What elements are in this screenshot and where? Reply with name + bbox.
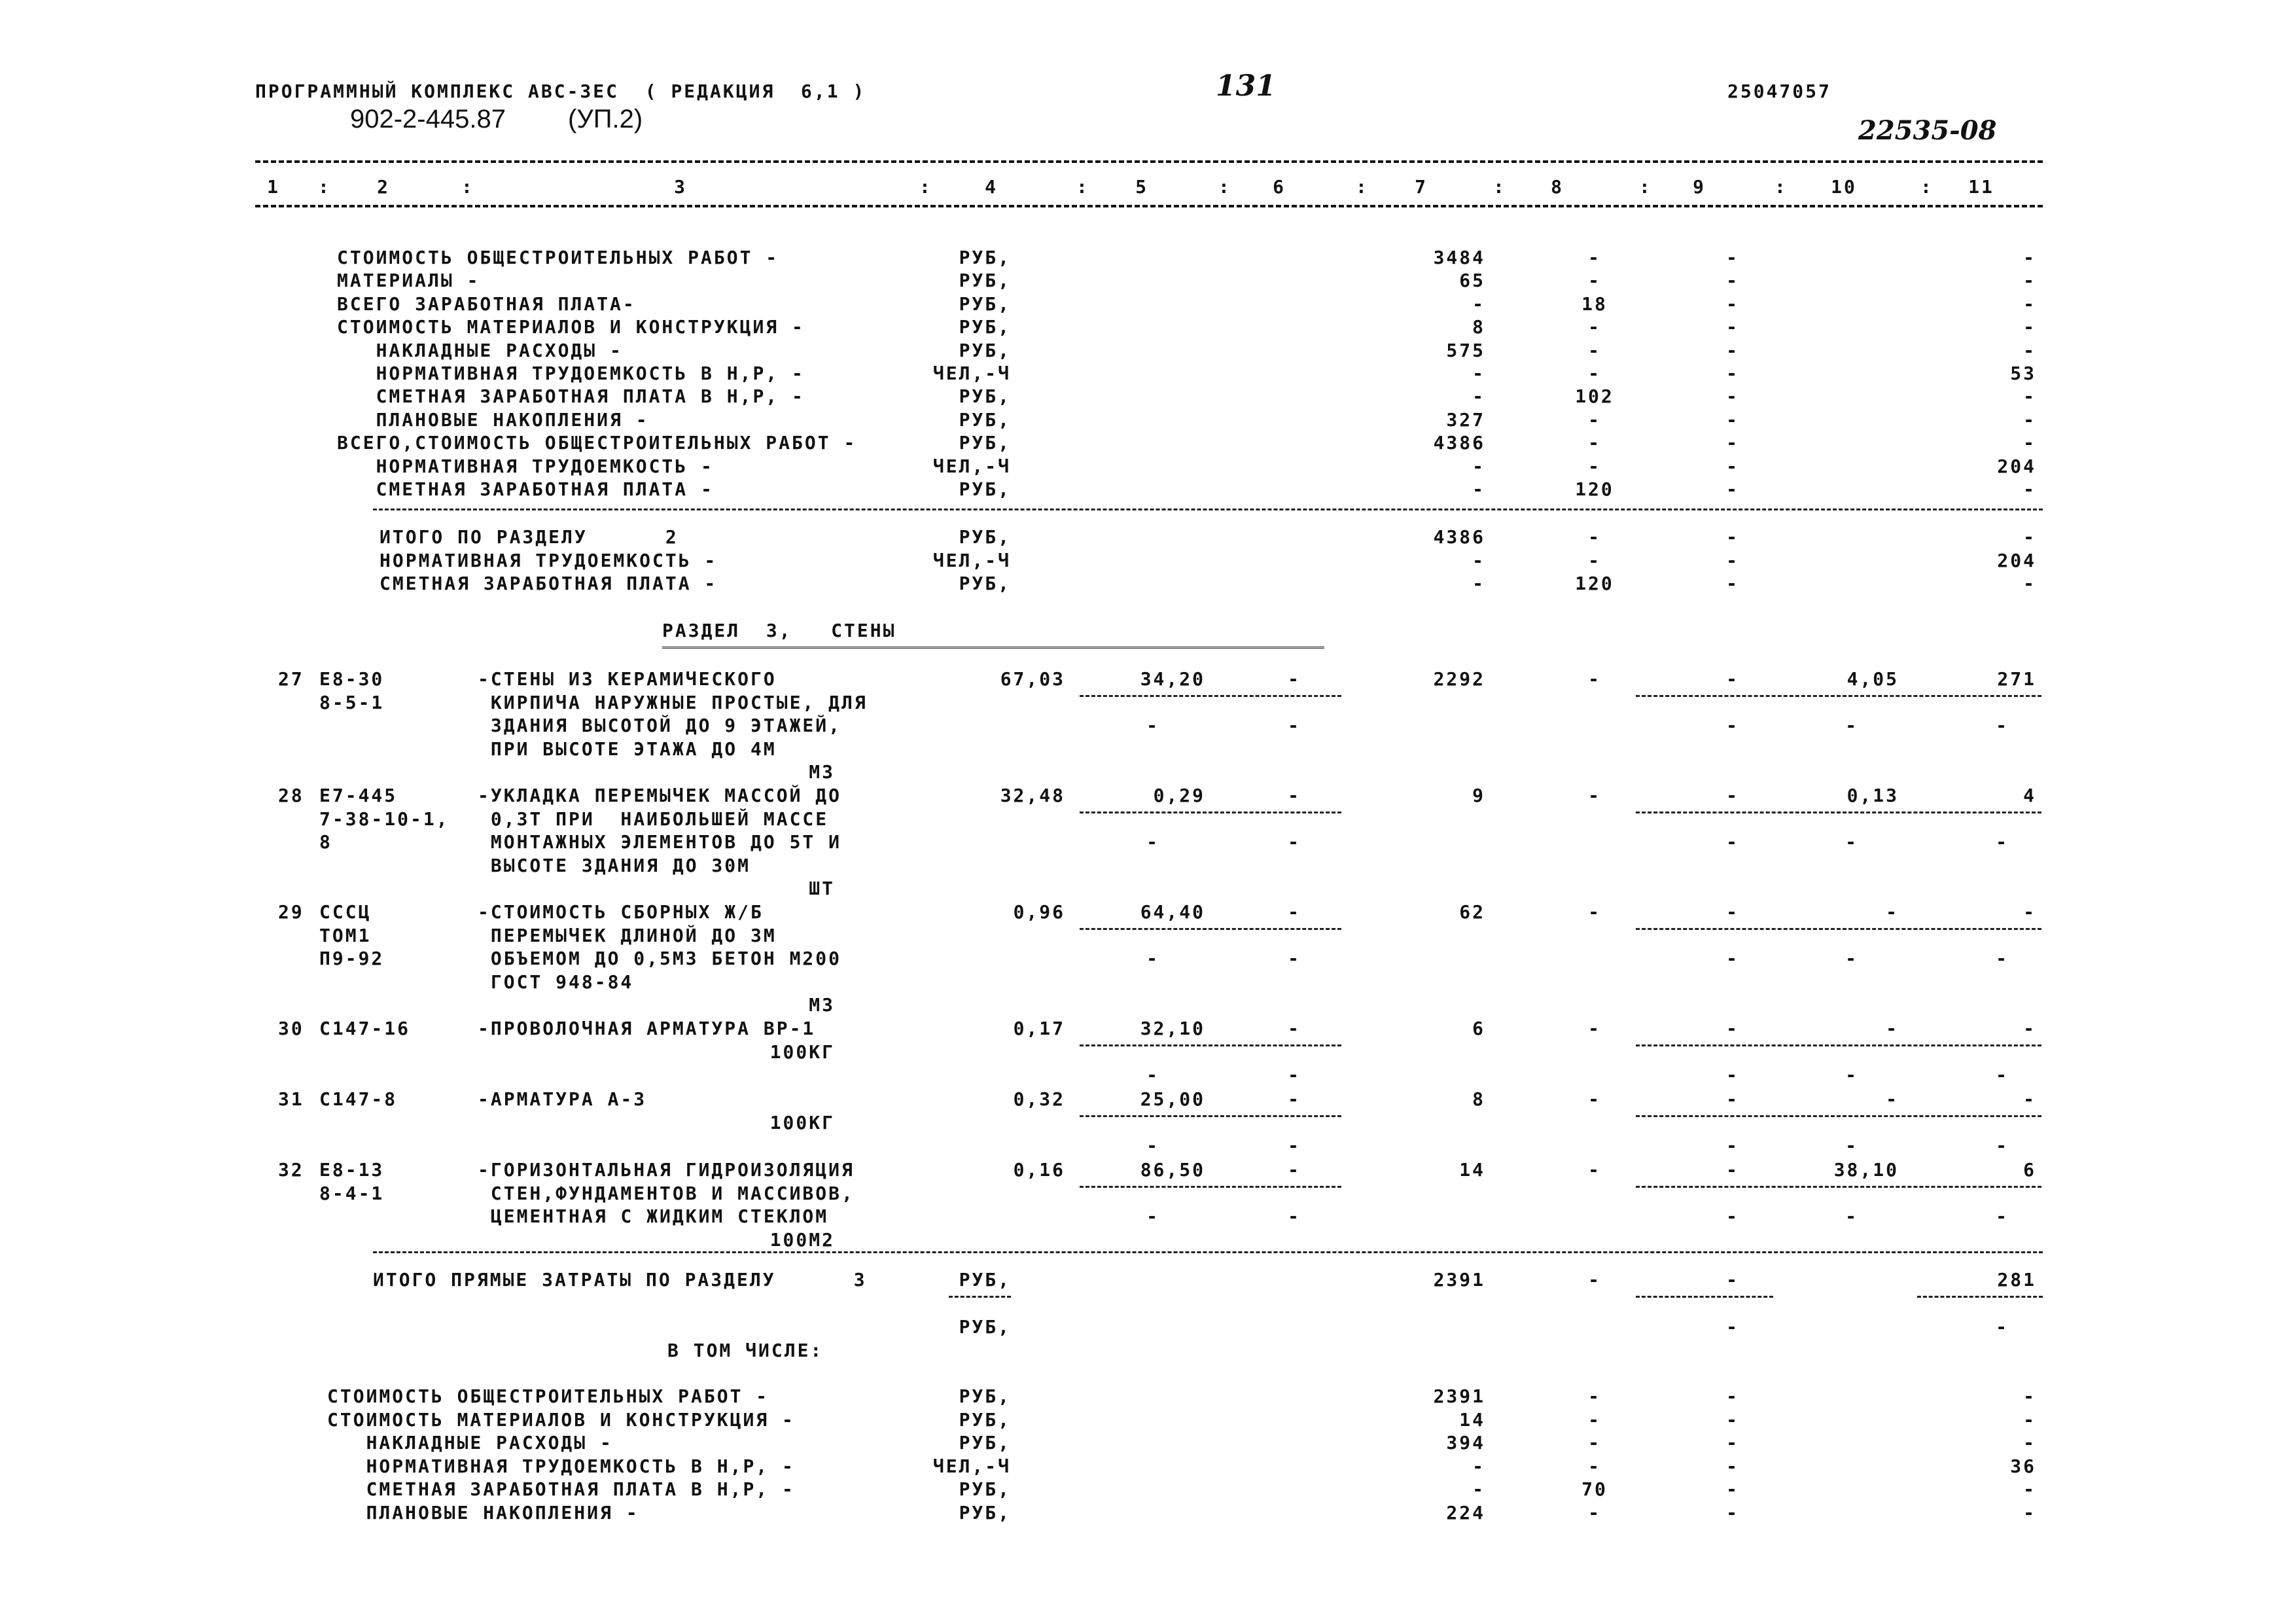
item-cell-rule — [1636, 1186, 2041, 1188]
summary-value-col11: 204 — [1997, 549, 2036, 571]
item-labor-per-unit: - — [1886, 1088, 1899, 1110]
item-col9: - — [1726, 668, 1739, 690]
summary-value-col11: 53 — [2010, 363, 2036, 384]
summary-value-col7: - — [1472, 549, 1485, 571]
summary-value-col7: - — [1472, 363, 1485, 384]
summary-value-col8: - — [1588, 363, 1601, 384]
summary-value-col11: - — [2023, 385, 2036, 408]
item-col5-lower: - — [1146, 831, 1159, 853]
item-col9-lower: - — [1726, 1135, 1739, 1156]
summary-value-col11: - — [2023, 1501, 2036, 1524]
column-number: 9 — [1693, 176, 1706, 198]
item-col8: - — [1588, 1159, 1601, 1181]
summary-label: ИТОГО ПО РАЗДЕЛУ 2 — [380, 526, 679, 548]
item-code: С147-8 — [319, 1088, 398, 1110]
item-unit: ШТ — [809, 878, 835, 899]
section-total-col9: - — [1726, 1269, 1739, 1291]
item-col10-lower: - — [1845, 1135, 1858, 1156]
item-cell-rule — [1636, 695, 2041, 697]
summary-value-col9: - — [1726, 526, 1739, 548]
item-labor-total: 6 — [2023, 1159, 2036, 1181]
summary-value-col7: 4386 — [1433, 526, 1485, 548]
summary-label: ВСЕГО,СТОИМОСТЬ ОБЩЕСТРОИТЕЛЬНЫХ РАБОТ - — [337, 432, 857, 454]
table-top-rule — [255, 160, 2043, 163]
summary-value-col11: - — [2023, 573, 2036, 594]
item-col6-lower: - — [1288, 1135, 1301, 1156]
item-labor-per-unit: 0,13 — [1846, 785, 1899, 806]
summary-value-col8: - — [1588, 1385, 1601, 1407]
item-code: 8-4-1 — [319, 1182, 385, 1204]
summary-value-col11: 36 — [2010, 1455, 2036, 1477]
summary-value-col9: - — [1726, 1455, 1739, 1477]
summary-unit: РУБ, — [959, 1478, 1011, 1500]
summary-unit: РУБ, — [959, 385, 1011, 408]
summary-value-col8: - — [1588, 408, 1601, 431]
summary-value-col7: 2391 — [1433, 1385, 1485, 1407]
summary-value-col11: - — [2023, 247, 2036, 268]
section-total-col11-lower: - — [1996, 1316, 2009, 1338]
column-number: 6 — [1273, 176, 1286, 198]
item-number: 30 — [278, 1018, 304, 1039]
including-label: В ТОМ ЧИСЛЕ: — [667, 1340, 824, 1361]
column-number: 1 — [267, 176, 280, 198]
summary-value-col9: - — [1726, 1432, 1739, 1454]
item-cell-rule — [1080, 1115, 1341, 1117]
item-number: 28 — [278, 785, 304, 806]
summary-value-col7: - — [1472, 1455, 1485, 1477]
summary-label: СМЕТНАЯ ЗАРАБОТНАЯ ПЛАТА В Н,Р, - — [337, 385, 805, 408]
item-unit-price: 0,29 — [1153, 785, 1205, 806]
summary-value-col9: - — [1726, 316, 1739, 338]
column-separator: : — [1775, 176, 1788, 198]
summary-value-col8: - — [1588, 270, 1601, 292]
table-header-rule — [255, 205, 2043, 207]
item-code: П9-92 — [319, 948, 385, 969]
summary-value-col11: - — [2023, 478, 2036, 500]
item-quantity: 32,48 — [1000, 785, 1065, 806]
summary-unit: РУБ, — [959, 573, 1011, 594]
item-col6: - — [1288, 1018, 1301, 1039]
item-code: Е7-445 — [319, 785, 398, 806]
column-separator: : — [1639, 176, 1652, 198]
item-quantity: 0,96 — [1013, 901, 1065, 923]
item-description: ОБЪЕМОМ ДО 0,5М3 БЕТОН М200 — [478, 948, 842, 969]
item-cell-rule — [1636, 928, 2041, 930]
summary-unit: РУБ, — [959, 247, 1011, 268]
item-labor-per-unit: - — [1886, 1018, 1899, 1039]
summary-label: НАКЛАДНЫЕ РАСХОДЫ - — [337, 339, 623, 361]
column-separator: : — [1493, 176, 1506, 198]
section-title-underline — [662, 647, 1324, 649]
item-col8: - — [1588, 785, 1601, 806]
item-col6-lower: - — [1288, 831, 1301, 853]
summary-value-col7: 327 — [1446, 408, 1485, 431]
item-labor-total: - — [2023, 1018, 2036, 1039]
summary-label: НОРМАТИВНАЯ ТРУДОЕМКОСТЬ В Н,Р, - — [327, 1455, 795, 1477]
summary-label: НОРМАТИВНАЯ ТРУДОЕМКОСТЬ - — [337, 455, 714, 477]
item-labor-total: 4 — [2023, 785, 2036, 806]
summary-label: ПЛАНОВЫЕ НАКОПЛЕНИЯ - — [337, 408, 649, 431]
item-total-cost: 8 — [1472, 1088, 1485, 1110]
item-description: -СТЕНЫ ИЗ КЕРАМИЧЕСКОГО — [478, 668, 777, 690]
column-number: 4 — [985, 176, 998, 198]
summary-value-col9: - — [1726, 455, 1739, 477]
summary-value-col7: - — [1472, 385, 1485, 408]
summary-unit: РУБ, — [959, 526, 1011, 548]
summary-value-col8: 120 — [1575, 573, 1614, 594]
summary-value-col9: - — [1726, 1501, 1739, 1524]
item-code: 8 — [319, 831, 332, 853]
item-col6: - — [1288, 785, 1301, 806]
item-col6-lower: - — [1288, 715, 1301, 736]
summary-label: СТОИМОСТЬ МАТЕРИАЛОВ И КОНСТРУКЦИЯ - — [327, 1408, 795, 1431]
summary-value-col11: 204 — [1997, 455, 2036, 477]
item-col9: - — [1726, 1159, 1739, 1181]
summary-value-col8: - — [1588, 432, 1601, 454]
summary-value-col8: - — [1588, 1501, 1601, 1524]
album-number: (УП.2) — [568, 105, 643, 134]
summary-label: ПЛАНОВЫЕ НАКОПЛЕНИЯ - — [327, 1501, 639, 1524]
section-total-col11: 281 — [1997, 1269, 2036, 1291]
item-col6-lower: - — [1288, 1205, 1301, 1227]
item-unit: 100М2 — [769, 1228, 835, 1251]
summary-value-col9: - — [1726, 408, 1739, 431]
item-col9: - — [1726, 785, 1739, 806]
item-description: -ГОРИЗОНТАЛЬНАЯ ГИДРОИЗОЛЯЦИЯ — [478, 1159, 855, 1181]
summary-value-col8: 70 — [1581, 1478, 1608, 1500]
summary-value-col7: 224 — [1446, 1501, 1485, 1524]
item-unit: 100КГ — [769, 1111, 835, 1133]
summary-value-col9: - — [1726, 1478, 1739, 1500]
item-description: -АРМАТУРА А-3 — [478, 1088, 647, 1110]
summary-unit: ЧЕЛ,-Ч — [932, 549, 1011, 571]
page-number: 131 — [1216, 69, 1276, 103]
item-col10-lower: - — [1845, 948, 1858, 969]
column-number: 2 — [377, 176, 390, 198]
item-number: 27 — [278, 668, 304, 690]
summary-label: СМЕТНАЯ ЗАРАБОТНАЯ ПЛАТА - — [337, 478, 714, 500]
summary-value-col11: - — [2023, 432, 2036, 454]
item-col6: - — [1288, 901, 1301, 923]
summary-value-col7: - — [1472, 1478, 1485, 1500]
item-unit-price: 34,20 — [1140, 668, 1205, 690]
item-quantity: 0,32 — [1013, 1088, 1065, 1110]
section-title: РАЗДЕЛ 3, СТЕНЫ — [662, 620, 896, 641]
column-separator: : — [919, 176, 932, 198]
summary-value-col11: - — [2023, 526, 2036, 548]
summary-unit: РУБ, — [959, 1385, 1011, 1407]
archive-stamp: 22535-08 — [1858, 115, 1997, 146]
section-total-col7: 2391 — [1433, 1269, 1485, 1291]
summary-value-col8: 18 — [1581, 293, 1608, 315]
column-separator: : — [1218, 176, 1231, 198]
item-labor-per-unit: - — [1886, 901, 1899, 923]
summary-value-col9: - — [1726, 478, 1739, 500]
item-description: ПРИ ВЫСОТЕ ЭТАЖА ДО 4М — [478, 738, 777, 760]
summary-value-col7: 4386 — [1433, 432, 1485, 454]
item-number: 31 — [278, 1088, 304, 1110]
column-number: 7 — [1415, 176, 1428, 198]
item-code: Е8-30 — [319, 668, 385, 690]
column-number: 3 — [674, 176, 687, 198]
summary-unit: РУБ, — [959, 293, 1011, 315]
item-cell-rule — [1636, 1044, 2041, 1046]
summary-unit: РУБ, — [959, 316, 1011, 338]
item-col9-lower: - — [1726, 1064, 1739, 1086]
item-unit-price: 64,40 — [1140, 901, 1205, 923]
item-unit-price: 32,10 — [1140, 1018, 1205, 1039]
item-cell-rule — [1080, 928, 1341, 930]
item-col6-lower: - — [1288, 948, 1301, 969]
item-col11-lower: - — [1996, 831, 2009, 853]
summary-label: СТОИМОСТЬ ОБЩЕСТРОИТЕЛЬНЫХ РАБОТ - — [337, 247, 779, 268]
column-separator: : — [461, 176, 474, 198]
summary-label: СМЕТНАЯ ЗАРАБОТНАЯ ПЛАТА - — [380, 573, 718, 594]
summary-value-col9: - — [1726, 339, 1739, 361]
item-description: -СТОИМОСТЬ СБОРНЫХ Ж/Б — [478, 901, 764, 923]
summary-label: НАКЛАДНЫЕ РАСХОДЫ - — [327, 1432, 613, 1454]
item-col10-lower: - — [1845, 831, 1858, 853]
item-col6: - — [1288, 1088, 1301, 1110]
summary-unit: ЧЕЛ,-Ч — [932, 363, 1011, 384]
column-separator: : — [1076, 176, 1089, 198]
item-total-cost: 9 — [1472, 785, 1485, 806]
column-separator: : — [1920, 176, 1934, 198]
item-description: ЦЕМЕНТНАЯ С ЖИДКИМ СТЕКЛОМ — [478, 1205, 829, 1227]
item-quantity: 67,03 — [1000, 668, 1065, 690]
section-total-unit: РУБ, — [959, 1269, 1011, 1291]
summary-value-col7: 3484 — [1433, 247, 1485, 268]
summary-unit: РУБ, — [959, 478, 1011, 500]
summary-value-col9: - — [1726, 363, 1739, 384]
summary-label: ВСЕГО ЗАРАБОТНАЯ ПЛАТА- — [337, 293, 636, 315]
section-total-label: ИТОГО ПРЯМЫЕ ЗАТРАТЫ ПО РАЗДЕЛУ 3 — [373, 1269, 867, 1291]
item-labor-total: - — [2023, 901, 2036, 923]
item-col9-lower: - — [1726, 948, 1739, 969]
summary-label: НОРМАТИВНАЯ ТРУДОЕМКОСТЬ В Н,Р, - — [337, 363, 805, 384]
item-quantity: 0,16 — [1013, 1159, 1065, 1181]
item-labor-total: 271 — [1997, 668, 2036, 690]
section-total-col9-lower: - — [1726, 1316, 1739, 1338]
item-code: 7-38-10-1, — [319, 808, 450, 830]
item-code: Е8-13 — [319, 1159, 385, 1181]
item-description: ПЕРЕМЫЧЕК ДЛИНОЙ ДО 3М — [478, 924, 777, 946]
summary-label: СМЕТНАЯ ЗАРАБОТНАЯ ПЛАТА В Н,Р, - — [327, 1478, 795, 1500]
item-col9-lower: - — [1726, 831, 1739, 853]
summary-value-col8: - — [1588, 549, 1601, 571]
item-col10-lower: - — [1845, 715, 1858, 736]
item-cell-rule — [1080, 695, 1341, 697]
item-cell-rule — [1080, 1186, 1341, 1188]
summary-value-col9: - — [1726, 270, 1739, 292]
section-total-col8: - — [1588, 1269, 1601, 1291]
item-total-cost: 14 — [1459, 1159, 1485, 1181]
item-col6: - — [1288, 668, 1301, 690]
summary-value-col11: - — [2023, 1432, 2036, 1454]
item-col5-lower: - — [1146, 948, 1159, 969]
item-code: СССЦ — [319, 901, 372, 923]
summary-value-col11: - — [2023, 293, 2036, 315]
summary-unit: РУБ, — [959, 408, 1011, 431]
summary-value-col8: - — [1588, 316, 1601, 338]
item-col8: - — [1588, 1018, 1601, 1039]
summary-value-col9: - — [1726, 247, 1739, 268]
summary-unit: РУБ, — [959, 270, 1011, 292]
item-number: 29 — [278, 901, 304, 923]
item-labor-per-unit: 4,05 — [1846, 668, 1899, 690]
item-total-cost: 62 — [1459, 901, 1485, 923]
summary-value-col9: - — [1726, 293, 1739, 315]
summary-unit: ЧЕЛ,-Ч — [932, 455, 1011, 477]
summary-value-col7: 14 — [1459, 1408, 1485, 1431]
item-code: ТОМ1 — [319, 924, 372, 946]
item-cell-rule — [1080, 1044, 1341, 1046]
summary-unit: РУБ, — [959, 1432, 1011, 1454]
summary-value-col8: - — [1588, 1455, 1601, 1477]
summary-value-col9: - — [1726, 573, 1739, 594]
summary-value-col11: - — [2023, 270, 2036, 292]
column-separator: : — [318, 176, 331, 198]
item-col11-lower: - — [1996, 1064, 2009, 1086]
item-col5-lower: - — [1146, 715, 1159, 736]
item-col10-lower: - — [1845, 1205, 1858, 1227]
item-col10-lower: - — [1845, 1064, 1858, 1086]
summary-unit: РУБ, — [959, 432, 1011, 454]
column-separator: : — [1356, 176, 1369, 198]
item-col11-lower: - — [1996, 1205, 2009, 1227]
item-col8: - — [1588, 668, 1601, 690]
summary-label: СТОИМОСТЬ ОБЩЕСТРОИТЕЛЬНЫХ РАБОТ - — [327, 1385, 769, 1407]
item-unit-price: 25,00 — [1140, 1088, 1205, 1110]
item-number: 32 — [278, 1159, 304, 1181]
item-description: -ПРОВОЛОЧНАЯ АРМАТУРА ВР-1 — [478, 1018, 816, 1039]
item-description: ЗДАНИЯ ВЫСОТОЙ ДО 9 ЭТАЖЕЙ, — [478, 715, 842, 736]
summary-value-col7: - — [1472, 478, 1485, 500]
item-col9: - — [1726, 901, 1739, 923]
summary-value-col9: - — [1726, 1408, 1739, 1431]
item-description: -УКЛАДКА ПЕРЕМЫЧЕК МАССОЙ ДО — [478, 785, 842, 806]
section-total-unit-lower: РУБ, — [959, 1316, 1011, 1338]
item-cell-rule — [1636, 1115, 2041, 1117]
summary-value-col8: - — [1588, 1408, 1601, 1431]
summary-value-col9: - — [1726, 1385, 1739, 1407]
item-col11-lower: - — [1996, 1135, 2009, 1156]
item-description: ГОСТ 948-84 — [478, 971, 634, 993]
item-cell-rule — [1636, 812, 2041, 813]
item-unit-price: 86,50 — [1140, 1159, 1205, 1181]
summary-unit: РУБ, — [959, 1501, 1011, 1524]
section3-total-rule — [373, 1251, 2043, 1253]
item-code: С147-16 — [319, 1018, 411, 1039]
document-code: 25047057 — [1727, 80, 1831, 102]
column-number: 8 — [1551, 176, 1564, 198]
summary-value-col11: - — [2023, 1385, 2036, 1407]
summary-value-col8: - — [1588, 526, 1601, 548]
summary-value-col7: - — [1472, 573, 1485, 594]
summary-value-col11: - — [2023, 1478, 2036, 1500]
section-total-col9-rule — [1636, 1296, 1773, 1298]
item-labor-total: - — [2023, 1088, 2036, 1110]
item-col5-lower: - — [1146, 1064, 1159, 1086]
item-description: МОНТАЖНЫХ ЭЛЕМЕНТОВ ДО 5Т И — [478, 831, 842, 853]
summary-value-col8: 120 — [1575, 478, 1614, 500]
summary-value-col7: 575 — [1446, 339, 1485, 361]
column-number: 5 — [1135, 176, 1148, 198]
item-description: ВЫСОТЕ ЗДАНИЯ ДО 30М — [478, 854, 751, 876]
summary-value-col7: 394 — [1446, 1432, 1485, 1454]
item-col11-lower: - — [1996, 948, 2009, 969]
project-number: 902-2-445.87 — [350, 105, 506, 134]
item-description: 0,3Т ПРИ НАИБОЛЬШЕЙ МАССЕ — [478, 808, 829, 830]
summary-value-col11: - — [2023, 316, 2036, 338]
item-unit: 100КГ — [769, 1041, 835, 1063]
summary-unit: ЧЕЛ,-Ч — [932, 1455, 1011, 1477]
summary-value-col7: - — [1472, 455, 1485, 477]
column-number: 10 — [1831, 176, 1857, 198]
item-col9: - — [1726, 1088, 1739, 1110]
item-col8: - — [1588, 1088, 1601, 1110]
item-col8: - — [1588, 901, 1601, 923]
summary-value-col8: - — [1588, 1432, 1601, 1454]
summary-value-col9: - — [1726, 432, 1739, 454]
item-col6-lower: - — [1288, 1064, 1301, 1086]
summary-label: НОРМАТИВНАЯ ТРУДОЕМКОСТЬ - — [380, 549, 718, 571]
item-labor-per-unit: 38,10 — [1833, 1159, 1899, 1181]
summary-value-col9: - — [1726, 549, 1739, 571]
summary-value-col8: - — [1588, 455, 1601, 477]
item-col6: - — [1288, 1159, 1301, 1181]
summary-value-col7: - — [1472, 293, 1485, 315]
item-unit: М3 — [809, 994, 835, 1016]
item-col11-lower: - — [1996, 715, 2009, 736]
column-number: 11 — [1968, 176, 1994, 198]
item-col9-lower: - — [1726, 1205, 1739, 1227]
summary-value-col11: - — [2023, 408, 2036, 431]
program-title: ПРОГРАММНЫЙ КОМПЛЕКС АВС-3ЕС ( РЕДАКЦИЯ 6,1 ) — [255, 80, 866, 102]
section-total-col11-rule — [1917, 1296, 2043, 1298]
summary-unit: РУБ, — [959, 1408, 1011, 1431]
summary-value-col11: - — [2023, 1408, 2036, 1431]
summary-label: МАТЕРИАЛЫ - — [337, 270, 480, 292]
summary-value-col7: 65 — [1459, 270, 1485, 292]
item-code: 8-5-1 — [319, 691, 385, 713]
summary-value-col11: - — [2023, 339, 2036, 361]
summary-value-col8: 102 — [1575, 385, 1614, 408]
item-quantity: 0,17 — [1013, 1018, 1065, 1039]
item-col5-lower: - — [1146, 1135, 1159, 1156]
item-cell-rule — [1080, 812, 1341, 813]
item-col5-lower: - — [1146, 1205, 1159, 1227]
section-total-unit-rule — [949, 1296, 1011, 1298]
item-total-cost: 6 — [1472, 1018, 1485, 1039]
item-description: СТЕН,ФУНДАМЕНТОВ И МАССИВОВ, — [478, 1182, 855, 1204]
section2-total-rule — [373, 508, 2043, 510]
summary-value-col7: 8 — [1472, 316, 1485, 338]
item-col9: - — [1726, 1018, 1739, 1039]
summary-value-col9: - — [1726, 385, 1739, 408]
item-total-cost: 2292 — [1433, 668, 1485, 690]
summary-value-col8: - — [1588, 339, 1601, 361]
summary-unit: РУБ, — [959, 339, 1011, 361]
summary-value-col8: - — [1588, 247, 1601, 268]
item-description: КИРПИЧА НАРУЖНЫЕ ПРОСТЫЕ, ДЛЯ — [478, 691, 868, 713]
summary-label: СТОИМОСТЬ МАТЕРИАЛОВ И КОНСТРУКЦИЯ - — [337, 316, 805, 338]
item-unit: М3 — [809, 761, 835, 783]
item-col9-lower: - — [1726, 715, 1739, 736]
